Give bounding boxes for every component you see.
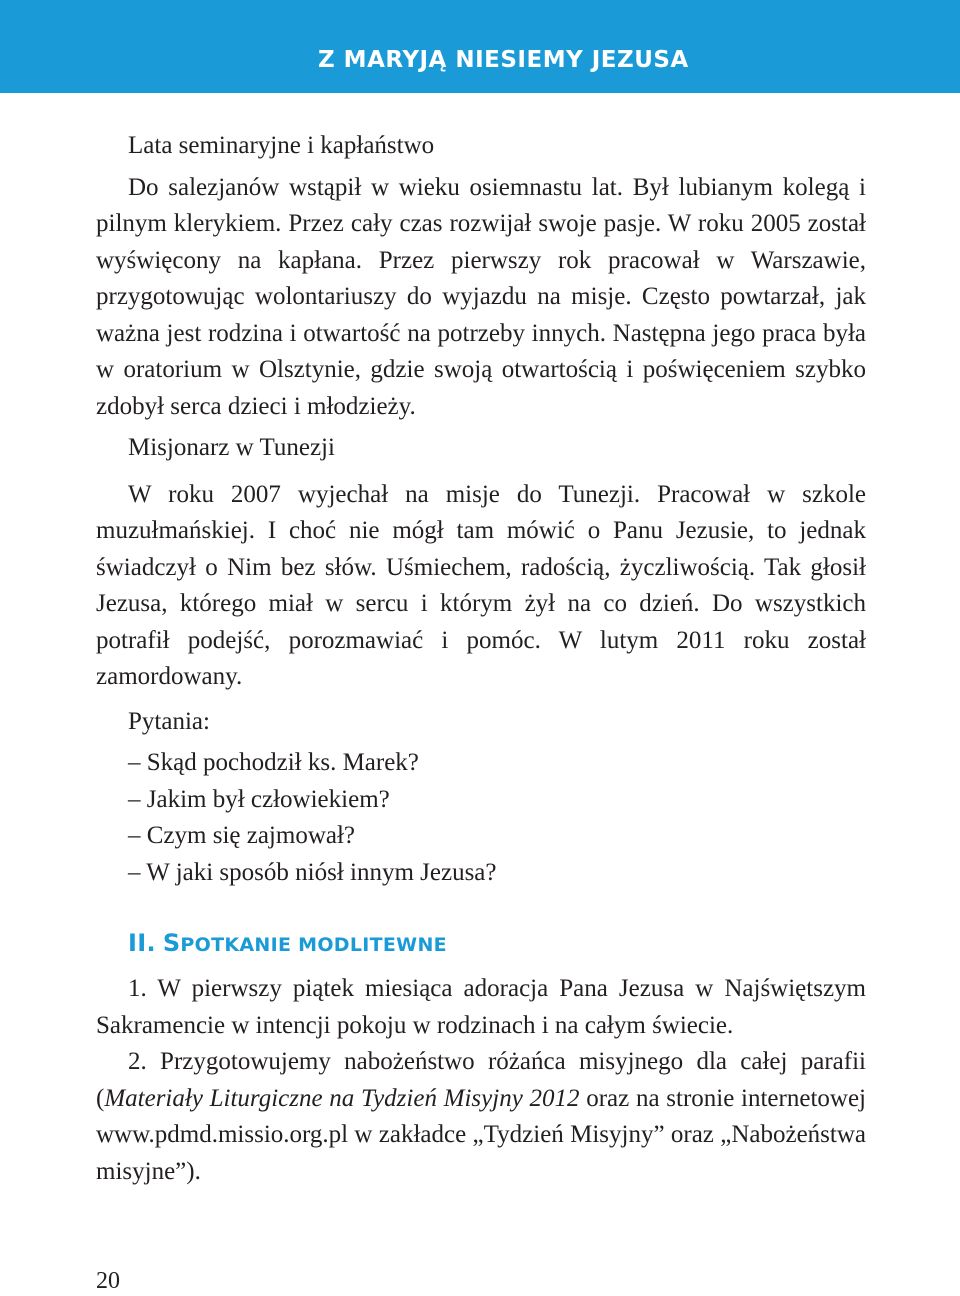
question-item: – Jakim był człowiekiem?	[128, 785, 390, 813]
subheading-tunisia: Misjonarz w Tunezji	[128, 434, 335, 461]
subheading-seminary: Lata seminaryjne i kapłaństwo	[128, 132, 435, 159]
running-header-title: Z MARYJĄ NIESIEMY JEZUSA	[318, 47, 689, 73]
prayer-item-2-text-b: oraz na stronie internetowej www.pdmd.missio.org.pl w zakładce „Tydzień Misyjny” oraz „Nabożeństwa misyjne”).	[96, 1084, 866, 1185]
question-item: – W jaki sposób niósł innym Jezusa?	[128, 858, 497, 886]
prayer-item-2-italic-title: Materiały Liturgiczne na Tydzień Misyjny 2012	[104, 1084, 580, 1112]
paragraph-seminary: Do salezjanów wstąpił w wieku osiemnastu lat. Był lubianym kolegą i pilnym klerykiem. Przez cały czas rozwijał swoje pasje. W roku 2005 został wyświęcony na kapłana. Przez pierwszy rok pracował w Warszawie, przygotowując wolontariuszy do wyjazdu na misje. Często powtarzał, jak ważna jest rodzina i otwartość na potrzeby innych. Następna jego praca była w oratorium w Olsztynie, gdzie swoją otwartością i poświęceniem szybko zdobył serca dzieci i młodzieży.	[96, 173, 866, 420]
section-title-rest: POTKANIE MODLITEWNE	[180, 934, 447, 956]
section-title-initial: S	[162, 929, 181, 957]
prayer-item-2-text-a: 2. Przygotowujemy nabożeństwo różańca misyjnego dla całej parafii (	[96, 1048, 866, 1112]
section-number: II.	[128, 929, 156, 957]
subheading-questions: Pytania:	[128, 707, 210, 735]
question-item: – Skąd pochodził ks. Marek?	[128, 749, 419, 776]
section-heading-prayer	[128, 927, 866, 961]
paragraph-tunisia: W roku 2007 wyjechał na misje do Tunezji. Pracował w szkole muzułmańskiej. I choć nie mógł tam mówić o Panu Jezusie, to jednak świadczył o Nim bez słów. Uśmiechem, radością, życzliwością. Tak głosił Jezusa, którego miał w sercu i którym żył na co dzień. Do wszystkich potrafił podejść, porozmawiać i pomóc. W lutym 2011 roku został zamordowany.	[96, 480, 866, 690]
page-content	[96, 128, 866, 1190]
question-item: – Czym się zajmował?	[128, 822, 356, 849]
questions-list	[96, 745, 866, 891]
prayer-item-1: 1. W pierwszy piątek miesiąca adoracja Pana Jezusa w Najświętszym Sakramencie w intencji pokoju w rodzinach i na całym świecie.	[96, 975, 866, 1039]
prayer-item-2	[96, 1044, 866, 1190]
page-number: 20	[96, 1268, 120, 1294]
